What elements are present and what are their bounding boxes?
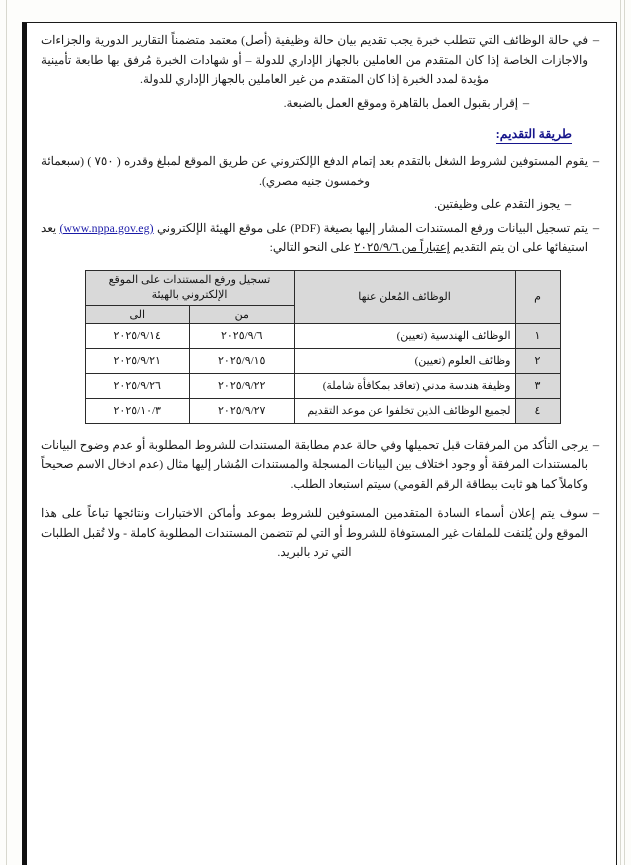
scan-edge-right: [624, 0, 625, 865]
th-jobs: الوظائف المُعلن عنها: [294, 270, 515, 323]
bullet-dash: –: [592, 33, 600, 47]
list-item-registration: [41, 219, 604, 258]
bullet-text: سوف يتم إعلان أسماء السادة المتقدمين المستوفين للشروط بموعد وأماكن الاختبارات ونتائجها تباعاً على هذا الموقع ولن يُلتفت للملفات غير المستوفاة للشروط أو التي لم تتضمن المستندات المطلوبة كاملة - ولا تُقبل الطلبات التي ترد بالبريد.: [41, 506, 588, 559]
row-date-from: ٢٠٢٥/٩/٦: [190, 323, 295, 348]
list-item: [41, 94, 534, 114]
th-date-to: الى: [85, 305, 190, 323]
bullet-text: يجوز التقدم على وظيفتين.: [434, 197, 560, 211]
th-dates-group: تسجيل ورفع المستندات على الموقع الإلكتروني بالهيئة: [85, 270, 294, 305]
scan-edge-left: [6, 0, 7, 865]
table-head: [85, 270, 560, 323]
table-row: [85, 373, 560, 398]
table-row: [85, 398, 560, 423]
list-item: [41, 152, 604, 191]
row-date-to: ٢٠٢٥/١٠/٣: [85, 398, 190, 423]
bullet-dash: –: [592, 437, 600, 452]
row-number: ١: [515, 323, 560, 348]
bullet-dash: –: [522, 95, 530, 110]
th-number: م: [515, 270, 560, 323]
section-heading-container: [41, 125, 604, 144]
list-item: [41, 504, 604, 563]
registration-text: [41, 219, 588, 258]
row-date-from: ٢٠٢٥/٩/٢٢: [190, 373, 295, 398]
row-number: ٢: [515, 348, 560, 373]
bullet-dash: –: [592, 506, 600, 520]
bullet-dash: –: [592, 154, 600, 168]
bullet-text: في حالة الوظائف التي تتطلب خبرة يجب تقديم بيان حالة وظيفية (أصل) معتمد متضمناً التقارير الدورية والجزاءات والاجازات الخاصة إذا كان المتقدم من العاملين بالجهاز الإداري للدولة – أو شهادات الخبرة مُرفق بها طابعة تأمينية مؤيدة لمدد الخبرة إذا كان المتقدم من غير العاملين بالجهاز الإداري للدولة.: [41, 33, 588, 86]
bullet-text: يقوم المستوفين لشروط الشغل بالتقدم بعد إتمام الدفع الإلكتروني عن طريق الموقع لمبلغ وقدره ( ٧٥٠ ) (سبعمائة وخمسون جنيه مصري).: [41, 154, 588, 188]
row-job-title: وظائف العلوم (تعيين): [294, 348, 515, 373]
row-job-title: وظيفة هندسة مدني (تعاقد بمكافأة شاملة): [294, 373, 515, 398]
registration-middle: يعد استيفائها على ان يتم التقديم: [41, 220, 588, 254]
row-date-from: ٢٠٢٥/٩/١٥: [190, 348, 295, 373]
row-number: ٣: [515, 373, 560, 398]
registration-suffix: على النحو التالي:: [269, 240, 352, 254]
row-date-to: ٢٠٢٥/٩/٢١: [85, 348, 190, 373]
document-content: [41, 31, 604, 863]
bullet-text: يرجى التأكد من المرفقات قبل تحميلها وفي حالة عدم مطابقة المستندات للشروط المطلوبة أو عدم وضوح البيانات بالمستندات المرفقة أو وجود اختلاف بين البيانات المسجلة والمستندات المُشار إليها مثال (عدم ادخال الاسم صحيحاً وكاملاً كما هو ثابت ببطاقة الرقم القومي) سيتم استبعاد الطلب.: [41, 437, 588, 491]
jobs-table-container: [41, 270, 604, 424]
scan-edge-right-secondary: [620, 0, 621, 865]
list-item: [41, 31, 604, 90]
table-header-row-1: [85, 270, 560, 305]
row-date-to: ٢٠٢٥/٩/١٤: [85, 323, 190, 348]
registration-emphasis: إعتباراً من ٢٠٢٥/٩/٦: [354, 240, 450, 254]
row-date-to: ٢٠٢٥/٩/٢٦: [85, 373, 190, 398]
row-job-title: لجميع الوظائف الذين تخلفوا عن موعد التقديم: [294, 398, 515, 423]
jobs-schedule-table: [85, 270, 561, 424]
table-body: [85, 323, 560, 423]
section-heading-method: طريقة التقديم:: [496, 126, 572, 144]
nppa-website-link[interactable]: (www.nppa.gov.eg): [59, 220, 154, 235]
list-item: [41, 436, 604, 495]
table-row: [85, 323, 560, 348]
bullet-text: إقرار بقبول العمل بالقاهرة وموقع العمل بالضبعة.: [283, 95, 518, 110]
bullet-dash: –: [592, 220, 600, 235]
th-date-from: من: [190, 305, 295, 323]
registration-prefix: يتم تسجيل البيانات ورفع المستندات المشار إليها بصيغة (PDF) على موقع الهيئة الإلكتروني: [156, 220, 589, 235]
row-job-title: الوظائف الهندسية (تعيين): [294, 323, 515, 348]
list-item: [41, 195, 576, 215]
row-date-from: ٢٠٢٥/٩/٢٧: [190, 398, 295, 423]
bullet-dash: –: [564, 197, 572, 211]
row-number: ٤: [515, 398, 560, 423]
document-sheet: [22, 22, 617, 865]
table-row: [85, 348, 560, 373]
